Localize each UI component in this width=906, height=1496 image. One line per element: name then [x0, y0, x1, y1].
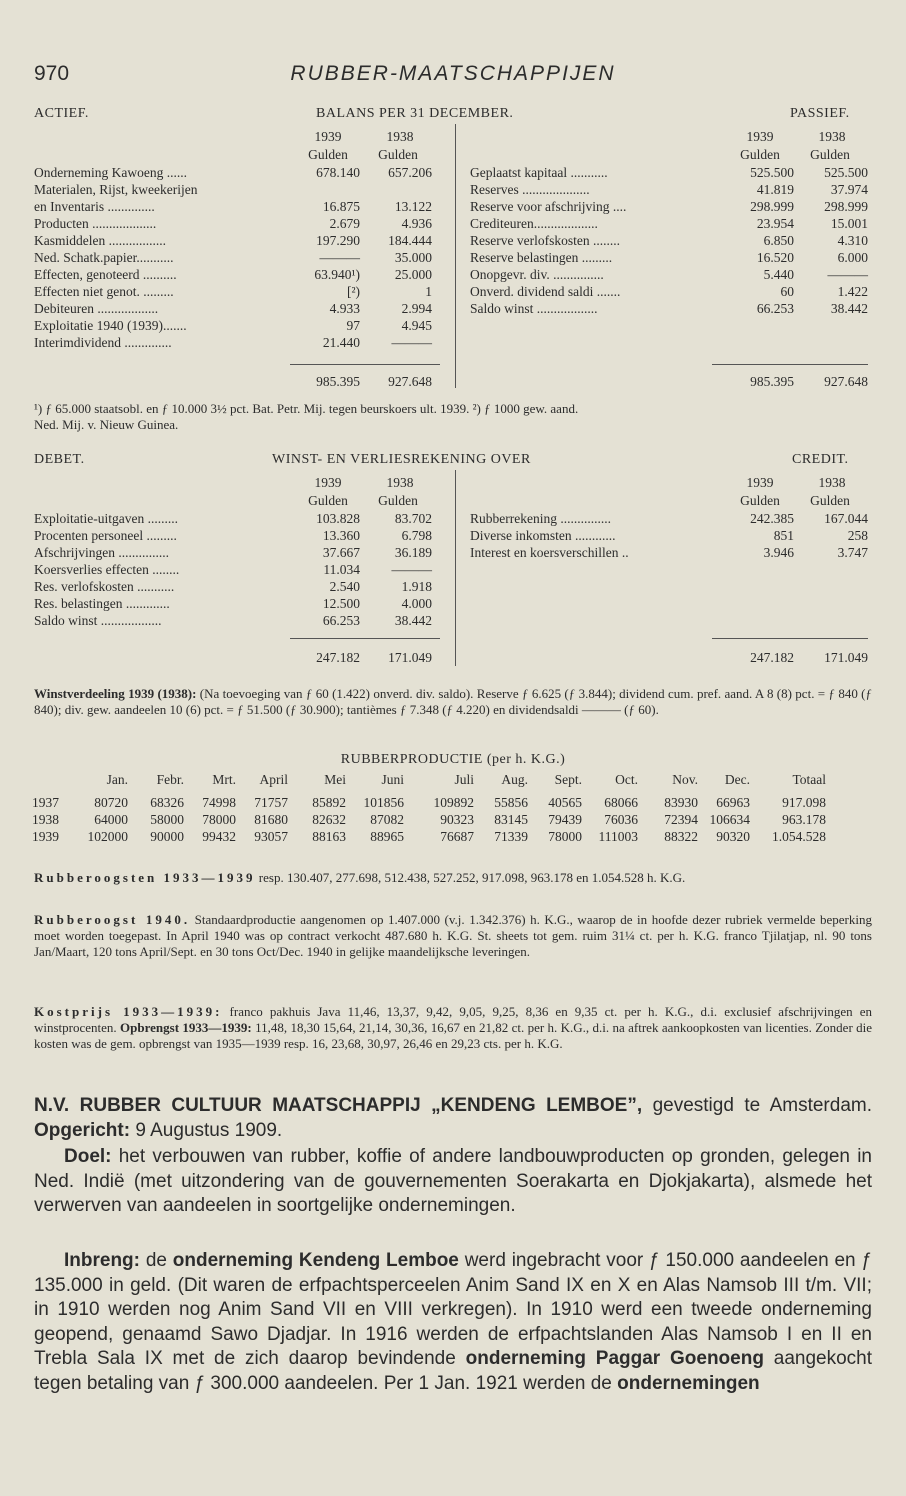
table-row — [32, 828, 826, 845]
table-cell: 76036 — [604, 811, 638, 827]
table-cell: 678.140 — [316, 165, 360, 180]
table-row-label: Crediteuren................... — [470, 216, 598, 231]
table-cell: 184.444 — [388, 233, 432, 248]
table-cell: 111003 — [598, 828, 638, 844]
page-title: RUBBER-MAATSCHAPPIJEN — [290, 62, 616, 85]
inbreng-bold-3: ondernemingen — [617, 1372, 760, 1394]
table-cell — [280, 181, 360, 198]
table-cell: 90320 — [716, 828, 750, 844]
wv-debet-year-1938: 1938 — [386, 475, 414, 490]
kostprijs-lead: Kostprijs 1933—1939: — [34, 1004, 223, 1019]
table-cell: 16.875 — [322, 199, 360, 214]
table-cell: 11.034 — [323, 562, 360, 577]
table-cell: 97 — [346, 318, 360, 333]
balans-passief-labels — [470, 164, 626, 317]
table-cell: 4.310 — [837, 233, 868, 248]
table-cell: 1.054.528 — [772, 828, 826, 844]
table-row-label: Diverse inkomsten ............ — [470, 528, 616, 543]
opbrengst-lead: Opbrengst 1933—1939: — [120, 1020, 252, 1035]
table-cell: 80720 — [94, 794, 128, 810]
table-header — [32, 771, 70, 788]
kostprijs-paragraph — [34, 1004, 872, 1052]
table-cell: 13.360 — [322, 528, 360, 543]
page-number: 970 — [34, 62, 70, 85]
table-cell: 40565 — [548, 794, 582, 810]
table-cell: 71339 — [494, 828, 528, 844]
table-cell: 72394 — [664, 811, 698, 827]
table-cell: 88163 — [312, 828, 346, 844]
wv-center-divider — [455, 470, 456, 666]
balans-passief-1939-values — [714, 164, 794, 317]
table-cell: 85892 — [312, 794, 346, 810]
table-row-label: Exploitatie 1940 (1939)....... — [34, 318, 187, 333]
table-cell: 5.440 — [763, 267, 794, 282]
table-cell: 851 — [773, 528, 794, 543]
table-cell: 23.954 — [756, 216, 794, 231]
table-cell: 66.253 — [756, 301, 794, 316]
wv-debet-total-1938: 171.049 — [388, 650, 432, 665]
table-cell: 6.850 — [763, 233, 794, 248]
table-cell: 242.385 — [750, 511, 794, 526]
wv-credit-unit-1938: Gulden — [810, 493, 850, 508]
table-cell: 82632 — [312, 811, 346, 827]
table-row-label: Exploitatie-uitgaven ......... — [34, 511, 178, 526]
table-row-label: en Inventaris .............. — [34, 199, 155, 214]
table-row-label: Effecten, genoteerd .......... — [34, 267, 177, 282]
table-row-label: Geplaatst kapitaal ........... — [470, 165, 608, 180]
balans-center-divider — [455, 124, 456, 388]
table-cell: 63.940¹) — [314, 267, 360, 282]
table-cell: 3.747 — [837, 545, 868, 560]
table-cell: 66963 — [716, 794, 750, 810]
wv-debet-unit-1939: Gulden — [308, 493, 348, 508]
table-cell: 55856 — [494, 794, 528, 810]
inbreng-text: de — [140, 1250, 173, 1271]
inbreng-bold-2: onderneming Paggar Goenoeng — [465, 1348, 764, 1369]
table-cell: 3.946 — [763, 545, 794, 560]
balans-actief-unit-1939: Gulden — [308, 147, 348, 162]
table-cell: 41.819 — [756, 182, 794, 197]
inbreng-text: werd ingebracht voor ƒ 150.000 aandeelen en ƒ 135.000 in geld. (Dit waren de erfpachtsperceelen Anim Sand IX en X en Alas Namsob III t/m. VII; in 1910 werden nog Anim Sand VII en VIII verkregen). In 1910 werd een tweede onderneming geopend, genaamd Sawo Djadjar. In 1916 werden de erfpachtslanden Alas Namsob I en II en Trebla Sala IX met de zich daarop bevindende — [34, 1250, 872, 1369]
table-cell — [352, 181, 432, 198]
table-row-label: Rubberrekening ............... — [470, 511, 611, 526]
table-cell: 258 — [847, 528, 868, 543]
table-row-label: Producten ................... — [34, 216, 157, 231]
table-cell: 1 — [425, 284, 432, 299]
table-header: Jan. — [106, 771, 128, 787]
balans-heading-center: BALANS PER 31 DECEMBER. — [316, 106, 514, 121]
table-row-label: Saldo winst .................. — [34, 613, 162, 628]
balans-actief-year-1938: 1938 — [386, 129, 414, 144]
balans-actief-1938-values — [352, 164, 432, 351]
table-cell: 917.098 — [782, 794, 826, 810]
oogst-1940-paragraph — [34, 912, 872, 960]
table-header: Juni — [381, 771, 404, 787]
table-row-label: Res. belastingen ............. — [34, 596, 170, 611]
wv-heading-center: WINST- EN VERLIESREKENING OVER — [272, 452, 531, 467]
balans-passief-unit-1939: Gulden — [740, 147, 780, 162]
wv-debet-total-rule — [290, 638, 440, 639]
table-row-label: Onverd. dividend saldi ....... — [470, 284, 621, 299]
table-row-label: Materialen, Rijst, kweekerijen — [34, 182, 198, 197]
table-cell: 1938 — [32, 811, 59, 827]
table-row-label: Reserve verlofskosten ........ — [470, 233, 620, 248]
table-header: Juli — [454, 771, 474, 787]
table-cell: 298.999 — [750, 199, 794, 214]
table-cell: 4.000 — [401, 596, 432, 611]
table-row-label: Reserves .................... — [470, 182, 590, 197]
table-cell: 99432 — [202, 828, 236, 844]
doel-paragraph — [34, 1145, 872, 1219]
table-cell: 90323 — [440, 811, 474, 827]
balans-passief-total-rule — [712, 364, 868, 365]
table-cell: 109892 — [433, 794, 474, 810]
wv-debet-1938-values — [352, 510, 432, 629]
balans-footnote-2: Ned. Mij. v. Nieuw Guinea. — [34, 417, 179, 432]
balans-passief-total-1939: 985.395 — [750, 374, 794, 389]
wv-credit-unit-1939: Gulden — [740, 493, 780, 508]
table-header: Mrt. — [212, 771, 236, 787]
balans-actief-1939-values — [280, 164, 360, 351]
table-cell: 103.828 — [316, 511, 360, 526]
balans-actief-labels — [34, 164, 197, 351]
inbreng-text: aangekocht tegen betaling van ƒ 300.000 aandeelen. Per 1 Jan. 1921 werden de — [34, 1348, 872, 1394]
table-row-label: Procenten personeel ......... — [34, 528, 177, 543]
table-header: Sept. — [554, 771, 582, 787]
table-cell: 12.500 — [322, 596, 360, 611]
table-cell: 525.500 — [750, 165, 794, 180]
wv-credit-total-rule — [712, 638, 868, 639]
table-cell: 4.945 — [401, 318, 432, 333]
table-cell: 83145 — [494, 811, 528, 827]
table-cell: 90000 — [150, 828, 184, 844]
table-cell: 83930 — [664, 794, 698, 810]
table-cell: 2.540 — [329, 579, 360, 594]
table-cell: 71757 — [254, 794, 288, 810]
inbreng-label: Inbreng: — [64, 1250, 140, 1271]
table-header: Febr. — [156, 771, 184, 787]
table-cell: 4.933 — [329, 301, 360, 316]
table-cell: 88965 — [370, 828, 404, 844]
doel-text: het verbouwen van rubber, koffie of andere landbouwproducten op gronden, gelegen in Ned. Indië (met uitzondering van de gouvernementen Soerakarta en Djokjakarta), alsmede het verwerven van aandeelen in soortgelijke ondernemingen. — [34, 1146, 872, 1216]
table-header: Aug. — [501, 771, 528, 787]
table-row-label: Koersverlies effecten ........ — [34, 562, 180, 577]
table-cell: 78000 — [548, 828, 582, 844]
table-cell: 38.442 — [394, 613, 432, 628]
productie-table — [32, 771, 826, 845]
table-row-label: Interimdividend .............. — [34, 335, 172, 350]
table-cell: ——— — [391, 562, 432, 577]
balans-passief-unit-1938: Gulden — [810, 147, 850, 162]
wv-debet-year-1939: 1939 — [314, 475, 342, 490]
table-header: Dec. — [724, 771, 750, 787]
balans-passief-total-1938: 927.648 — [824, 374, 868, 389]
table-cell: 79439 — [548, 811, 582, 827]
wv-credit-total-1939: 247.182 — [750, 650, 794, 665]
table-cell: 102000 — [87, 828, 128, 844]
balans-footnote-1: ¹) ƒ 65.000 staatsobl. en ƒ 10.000 3½ pct. Bat. Petr. Mij. tegen beurskoers ult. 1939. ²) ƒ 1000 gew. aand. — [34, 401, 579, 416]
balans-heading-passief: PASSIEF. — [790, 106, 850, 121]
balans-passief-year-1938: 1938 — [818, 129, 846, 144]
oogsten-paragraph — [34, 870, 872, 886]
table-cell: 1.422 — [837, 284, 868, 299]
balans-passief-1938-values — [788, 164, 868, 317]
table-cell: 106634 — [709, 811, 750, 827]
opgericht-label: Opgericht: — [34, 1119, 131, 1141]
winstverdeeling-lead: Winstverdeeling 1939 (1938): — [34, 686, 197, 701]
table-row-label: Effecten niet genot. ......... — [34, 284, 174, 299]
table-cell: 167.044 — [824, 511, 868, 526]
wv-debet-unit-1938: Gulden — [378, 493, 418, 508]
table-cell: 963.178 — [782, 811, 826, 827]
inbreng-paragraph — [34, 1249, 872, 1396]
table-cell: 25.000 — [394, 267, 432, 282]
balans-actief-total-rule — [290, 364, 440, 365]
table-header: Totaal — [792, 771, 826, 787]
table-cell: 37.667 — [322, 545, 360, 560]
table-row-label: Kasmiddelen ................. — [34, 233, 166, 248]
table-cell: ——— — [391, 335, 432, 350]
doel-label: Doel: — [64, 1146, 112, 1167]
table-cell: 78000 — [202, 811, 236, 827]
wv-credit-year-1939: 1939 — [746, 475, 774, 490]
table-cell: 197.290 — [316, 233, 360, 248]
kostprijs-text: franco pakhuis Java 11,46, 13,37, 9,42, 9,05, 9,25, 8,36 en 9,35 ct. per h. K.G., d.i. exclusief afschrijvingen en winstprocenten. — [34, 1004, 872, 1035]
table-cell: 74998 — [202, 794, 236, 810]
table-cell: 83.702 — [394, 511, 432, 526]
wv-credit-1938-values — [788, 510, 868, 561]
table-row-label: Res. verlofskosten ........... — [34, 579, 175, 594]
table-cell: 64000 — [94, 811, 128, 827]
table-cell: 6.798 — [401, 528, 432, 543]
company-paragraph-1 — [34, 1094, 872, 1143]
table-cell: ——— — [319, 250, 360, 265]
balans-actief-total-1939: 985.395 — [316, 374, 360, 389]
table-cell: 38.442 — [830, 301, 868, 316]
table-row-label: Onopgevr. div. ............... — [470, 267, 604, 282]
oogsten-lead: Rubberoogsten 1933—1939 — [34, 870, 256, 885]
table-cell: 1.918 — [401, 579, 432, 594]
table-row-label: Ned. Schatk.papier........... — [34, 250, 174, 265]
oogst-1940-lead: Rubberoogst 1940. — [34, 912, 191, 927]
table-row-label: Reserve voor afschrijving .... — [470, 199, 627, 214]
table-cell: 101856 — [363, 794, 404, 810]
table-cell: 298.999 — [824, 199, 868, 214]
oogsten-text: resp. 130.407, 277.698, 512.438, 527.252, 917.098, 963.178 en 1.054.528 h. K.G. — [255, 870, 686, 885]
table-cell: 4.936 — [401, 216, 432, 231]
table-row-label: Onderneming Kawoeng ...... — [34, 165, 187, 180]
wv-credit-total-1938: 171.049 — [824, 650, 868, 665]
wv-debet-total-1939: 247.182 — [316, 650, 360, 665]
table-row — [32, 811, 826, 828]
table-header: Nov. — [672, 771, 698, 787]
table-cell: 58000 — [150, 811, 184, 827]
table-header: Oct. — [615, 771, 638, 787]
table-row-label: Afschrijvingen ............... — [34, 545, 169, 560]
inbreng-bold-1: onderneming Kendeng Lemboe — [172, 1250, 459, 1271]
wv-heading-debet: DEBET. — [34, 452, 85, 467]
opbrengst-text: 11,48, 18,30 15,64, 21,14, 30,36, 16,67 en 21,82 ct. per h. K.G., d.i. na aftrek aankoopkosten van licenties. Zonder die kosten was de gem. opbrengst van 1935—1939 resp. 16, 23,68, 30,97, 26,46 en 29,23 cts. per h. K.G. — [34, 1020, 873, 1051]
table-cell: 87082 — [370, 811, 404, 827]
wv-heading-credit: CREDIT. — [792, 452, 849, 467]
table-cell: 2.679 — [329, 216, 360, 231]
table-cell: 15.001 — [830, 216, 868, 231]
table-header-row — [32, 771, 826, 788]
table-cell: 6.000 — [837, 250, 868, 265]
table-cell: 35.000 — [394, 250, 432, 265]
table-cell: 13.122 — [394, 199, 432, 214]
table-row-label: Interest en koersverschillen .. — [470, 545, 629, 560]
table-cell: [²) — [346, 284, 360, 299]
table-cell: 60 — [780, 284, 794, 299]
table-cell: 68326 — [150, 794, 184, 810]
balans-actief-unit-1938: Gulden — [378, 147, 418, 162]
table-row-label: Reserve belastingen ......... — [470, 250, 613, 265]
table-cell: 2.994 — [401, 301, 432, 316]
company-text: gevestigd te Amsterdam. — [642, 1095, 872, 1116]
table-header: Mei — [324, 771, 346, 787]
table-cell: 657.206 — [388, 165, 432, 180]
company-name: N.V. RUBBER CULTUUR MAATSCHAPPIJ „KENDENG LEMBOE”, — [34, 1095, 643, 1116]
table-cell: 93057 — [254, 828, 288, 844]
table-cell: 525.500 — [824, 165, 868, 180]
productie-title: RUBBERPRODUCTIE (per h. K.G.) — [340, 752, 566, 767]
wv-credit-1939-values — [714, 510, 794, 561]
table-row — [32, 794, 826, 811]
table-cell: 66.253 — [322, 613, 360, 628]
balans-actief-total-1938: 927.648 — [388, 374, 432, 389]
table-row-label: Saldo winst .................. — [470, 301, 598, 316]
table-cell: ——— — [827, 267, 868, 282]
table-header: April — [259, 771, 288, 787]
table-cell: 37.974 — [830, 182, 868, 197]
table-cell: 36.189 — [394, 545, 432, 560]
balans-passief-year-1939: 1939 — [746, 129, 774, 144]
wv-credit-year-1938: 1938 — [818, 475, 846, 490]
table-row-label: Debiteuren .................. — [34, 301, 159, 316]
table-cell: 1939 — [32, 828, 59, 844]
table-cell: 88322 — [664, 828, 698, 844]
table-cell: 21.440 — [322, 335, 360, 350]
winstverdeeling-text: (Na toevoeging van ƒ 60 (1.422) onverd. div. saldo). Reserve ƒ 6.625 (ƒ 3.844); dividend cum. pref. aand. A 8 (8) pct. = ƒ 840 (ƒ 840); div. gew. aandeelen 10 (6) pct. = ƒ 51.500 (ƒ 30.900); tantièmes ƒ 7.348 (ƒ 4.220) en dividendsaldi ——— (ƒ 60). — [34, 686, 873, 717]
balans-actief-year-1939: 1939 — [314, 129, 342, 144]
table-cell: 1937 — [32, 794, 59, 810]
winstverdeeling-paragraph — [34, 686, 872, 718]
table-cell: 81680 — [254, 811, 288, 827]
table-cell: 16.520 — [756, 250, 794, 265]
balans-heading-actief: ACTIEF. — [34, 106, 89, 121]
wv-debet-1939-values — [280, 510, 360, 629]
table-cell: 68066 — [604, 794, 638, 810]
wv-debet-labels — [34, 510, 179, 629]
opgericht-value: 9 Augustus 1909. — [130, 1119, 283, 1141]
oogst-1940-text: Standaardproductie aangenomen op 1.407.000 (v.j. 1.342.376) h. K.G., waarop de in hoofde dezer rubriek vermelde beperking moet worden toegepast. In April 1940 was op contract verkocht 487.680 h. K.G. St. sheets tot gem. ruim 31¼ ct. per h. K.G. franco Tjilatjap, nl. 90 tons Jan/Maart, 120 tons April/Sept. en 30 tons Oct/Dec. 1940 in gelijke maandelijksche leveringen. — [34, 912, 872, 959]
wv-credit-labels — [470, 510, 629, 561]
table-cell: 76687 — [440, 828, 474, 844]
